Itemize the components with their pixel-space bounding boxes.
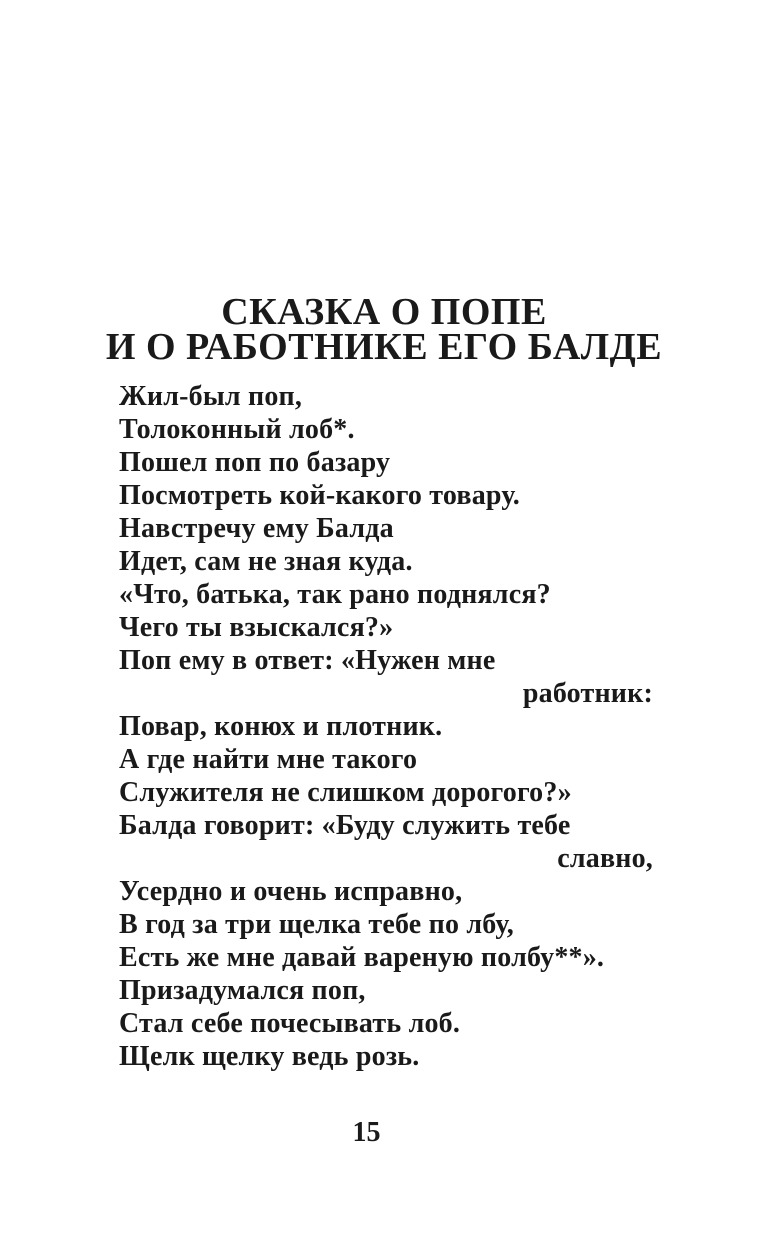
poem-line: Щелк щелку ведь розь.	[119, 1041, 420, 1072]
poem-line: Толоконный лоб*.	[119, 414, 355, 445]
poem-line: «Что, батька, так рано поднялся?	[119, 579, 551, 610]
poem-line: Стал себе почесывать лоб.	[119, 1008, 461, 1039]
page-title-line-2: И О РАБОТНИКЕ ЕГО БАЛДЕ	[105, 326, 663, 368]
poem-line: Жил-был поп,	[119, 381, 303, 412]
poem-line: Усердно и очень исправно,	[119, 876, 463, 907]
poem-line-continuation: работник:	[522, 678, 653, 709]
page-title-line-1: СКАЗКА О ПОПЕ	[221, 291, 547, 333]
poem-line: Служителя не слишком дорогого?»	[119, 777, 572, 808]
poem-line: В год за три щелка тебе по лбу,	[119, 909, 515, 940]
poem-line: Пошел поп по базару	[119, 447, 391, 478]
poem-line: Балда говорит: «Буду служить тебе	[119, 810, 571, 841]
poem-line: Чего ты взыскался?»	[119, 612, 394, 643]
poem-line: Посмотреть кой-какого товару.	[119, 480, 520, 511]
page-number: 15	[352, 1117, 381, 1148]
poem-line: Идет, сам не зная куда.	[119, 546, 413, 577]
poem-line: Поп ему в ответ: «Нужен мне	[119, 645, 496, 676]
poem-line-continuation: славно,	[557, 843, 653, 874]
poem-line: Призадумался поп,	[119, 975, 366, 1006]
poem-line: А где найти мне такого	[119, 744, 418, 775]
poem-body	[119, 380, 679, 1073]
poem-line: Есть же мне давай вареную полбу**».	[119, 942, 605, 973]
poem-line: Повар, конюх и плотник.	[119, 711, 443, 742]
poem-line: Навстречу ему Балда	[119, 513, 394, 544]
